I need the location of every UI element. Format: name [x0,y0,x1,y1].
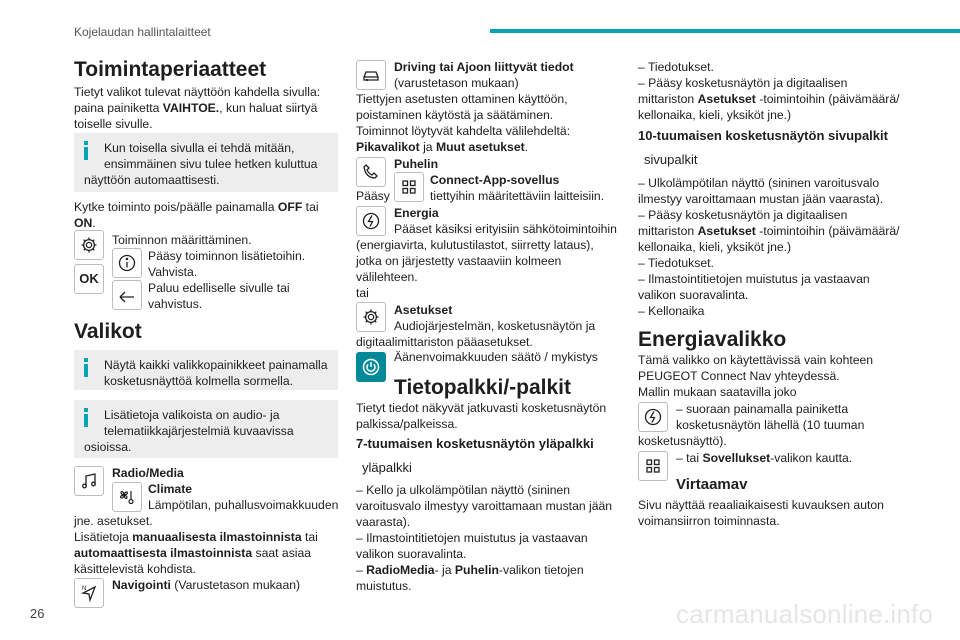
heading-toimintaperiaatteet: Toimintaperiaatteet [74,58,267,81]
list-item: – suoraan painamalla painiketta [676,402,849,416]
energy-bolt-icon [356,206,386,236]
text: ja [419,140,436,154]
radio-media-title: Radio/Media [112,466,184,480]
list-item: vaarasta). [356,515,411,529]
bold-text: Pikavalikot [356,140,420,154]
list-item: kosketusnäytön lähellä (10 tuuman [676,418,865,432]
text-line [74,215,96,231]
text-line: digitaalimittariston pääasetukset. [356,335,533,349]
car-icon [356,60,386,90]
text-line: Pääsy [356,189,390,203]
list-item: – Ilmastointitietojen muistutus ja vastaavan [638,272,870,286]
text-line: Toiminnon määrittäminen. [112,233,252,247]
watermark: carmanualsonline.info [676,599,934,629]
text: tai [301,530,318,544]
text-line: Tämä valikko on käytettävissä vain kohteen [638,353,874,367]
text-line: käsittelevistä kohdista. [74,562,196,576]
list-item: – Pääsy kosketusnäytön ja digitaalisen [638,76,848,90]
list-item: – Tiedotukset. [638,60,714,74]
bold-text: OFF [277,200,303,214]
bold-text: Sovellukset [702,451,771,465]
list-item: kosketusnäyttö). [638,434,727,448]
note-text: Näytä kaikki valikkopainikkeet painamalla [104,358,328,372]
list-item: – Pääsy kosketusnäytön ja digitaalisen [638,208,848,222]
bold-text: Asetukset [697,224,756,238]
text-line: vahvistus. [148,297,203,311]
subheading-10-inch: 10-tuumaisen kosketusnäytön sivupalkit [638,128,888,143]
music-note-icon [74,466,104,496]
bold-text: manuaalisesta ilmastoinnista [132,530,302,544]
text-line: jne. asetukset. [74,514,153,528]
text: – [356,563,367,577]
subheading-7-inch: 7-tuumaisen kosketusnäytön yläpalkki [356,436,594,451]
ok-button-icon [74,264,104,294]
connect-app-title: Connect-App-sovellus [430,173,560,187]
text-line [112,577,300,593]
note-text: kosketusnäyttöä kolmella sormella. [104,374,293,388]
list-item: valikon suoravalinta. [638,288,749,302]
list-item: – Kello ja ulkolämpötilan näyttö (sininen [356,483,571,497]
note-text: näyttöön automaattisesti. [84,173,220,187]
text: -toimintoihin (päivämäärä/ [755,92,900,106]
text: - ja [434,563,455,577]
text: -toimintoihin (päivämäärä/ [755,224,900,238]
heading-valikot: Valikot [74,320,142,343]
heading-virtaamav: Virtaamav [676,476,748,493]
text-line: välilehteen. [356,270,418,284]
power-icon [356,352,386,382]
heading-energiavalikko: Energiavalikko [638,328,787,351]
info-circle-icon [112,248,142,278]
text-line: toiselle sivulle. [74,117,153,131]
info-note [74,400,338,458]
bold-text: Puhelin [454,563,499,577]
ok-label: OK [79,271,99,286]
text-line: Pääset käsiksi erityisiin sähkötoimintoihin [394,222,617,236]
heading-tietopalkki: Tietopalkki/-palkit [394,376,571,399]
running-header: Kojelaudan hallintalaitteet [74,25,211,39]
text: (Varustetason mukaan) [170,578,301,592]
text-line: poistaminen käytöstä ja säätäminen. [356,108,554,122]
list-item: kellonaika, kieli, yksiköt jne.) [638,240,792,254]
text: -valikon kautta. [770,451,853,465]
phone-icon [356,157,386,187]
text-line [356,139,528,155]
text-line: (varustetason mukaan) [394,76,519,90]
note-text: Kun toisella sivulla ei tehdä mitään, [104,141,295,155]
text: Kytke toiminto pois/päälle painamalla [74,200,278,214]
text: -valikon tietojen [498,563,584,577]
list-item: varoitusvalo ilmestyy varoittamaan mustan jään [356,499,613,513]
text-line: Tietyt tiedot näkyvät jatkuvasti kosketusnäytön [356,401,607,415]
text-line: Paluu edelliselle sivulle tai [148,281,290,295]
list-item: kellonaika, kieli, yksiköt jne.) [638,108,792,122]
text-line [74,545,311,561]
text-line: Tiettyjen asetusten ottaminen käyttöön, [356,92,568,106]
text-line: Äänenvoimakkuuden säätö / mykistys [394,350,598,364]
list-item [356,562,584,578]
text-line [74,529,318,545]
note-text: Lisätietoja valikoista on audio- ja [104,408,280,422]
text-line [74,100,317,116]
phone-title: Puhelin [394,157,439,171]
energy-bolt-icon [638,402,668,432]
back-arrow-icon [112,280,142,310]
apps-grid-icon [394,172,424,202]
text: Lisätietoja [74,530,133,544]
bold-text: Navigointi [112,578,171,592]
bold-text: Asetukset [697,92,756,106]
energy-title: Energia [394,206,439,220]
navigation-arrow-icon [74,578,104,608]
text: mittariston [638,92,698,106]
bold-text: automaattisesta ilmastoinnista [74,546,253,560]
note-text: telematiikkajärjestelmiä kuvaavissa [104,424,294,438]
settings-title: Asetukset [394,303,453,317]
climate-title: Climate [148,482,193,496]
text-line [74,199,319,215]
text: saat asiaa [252,546,312,560]
text-line: Audiojärjestelmän, kosketusnäytön ja [394,319,596,333]
driving-title: Driving tai Ajoon liittyvät tiedot [394,60,574,74]
info-marker-icon [84,408,88,427]
info-marker-icon [84,141,88,160]
text-line: (energiavirta, kulutustilastot, siirretty lataus), [356,238,594,252]
text-line: palkissa/palkeissa. [356,417,458,431]
list-item: – Ilmastointitietojen muistutus ja vastaavan [356,531,588,545]
bold-text: RadioMedia [366,563,435,577]
text: tai [302,200,319,214]
text-line: Sivu näyttää reaaliaikaisesti kuvauksen auton [638,498,884,512]
subheading-10-inch-continued: sivupalkit [644,152,698,167]
gear-icon [74,230,104,260]
text: , kun haluat siirtyä [219,101,318,115]
list-item: ilmestyy varoittamaan mustan jään vaarasta). [638,192,884,206]
text-line: Pääsy toiminnon lisätietoihin. [148,249,306,263]
list-item [676,450,852,466]
gear-icon [356,302,386,332]
text-line: Vahvista. [148,265,198,279]
list-item: – Kellonaika [638,304,705,318]
list-item: valikon suoravalinta. [356,547,467,561]
note-text: ensimmäinen sivu tulee hetken kuluttua [104,157,318,171]
subheading-7-inch-continued: yläpalkki [362,460,412,475]
text-line: Tietyt valikot tulevat näyttöön kahdella sivulla: [74,85,321,99]
svg-text:N: N [82,586,87,592]
info-note [74,350,338,390]
text: – tai [676,451,703,465]
text: . [92,216,96,230]
list-item [638,91,899,107]
page-number: 26 [30,606,45,621]
list-item [638,223,899,239]
text-line: Lämpötilan, puhallusvoimakkuuden [148,498,339,512]
climate-fan-icon [112,482,142,512]
list-item: – Ulkolämpötilan näyttö (sininen varoitusvalo [638,176,880,190]
bold-text: ON [74,216,93,230]
info-note [74,133,338,192]
text-line: voimansiirron toiminnasta. [638,514,780,528]
text-line: jotka on järjestetty vastaaviin kolmeen [356,254,562,268]
bold-text: VAIHTOE. [162,101,220,115]
info-marker-icon [84,358,88,377]
text-line: tiettyihin määritettäviin laitteisiin. [430,189,605,203]
text: . [524,140,529,154]
list-item: muistutus. [356,579,412,593]
text: mittariston [638,224,698,238]
text-line: PEUGEOT Connect Nav yhteydessä. [638,369,840,383]
header-accent-bar [490,29,960,33]
note-text: osioissa. [84,440,132,454]
text-line: Toiminnot löytyvät kahdelta välilehdeltä: [356,124,571,138]
bold-text: Muut asetukset [435,140,525,154]
text-line: tai [356,286,369,300]
text: paina painiketta [74,101,163,115]
apps-grid-icon [638,451,668,481]
text-line: Mallin mukaan saatavilla joko [638,385,797,399]
list-item: – Tiedotukset. [638,256,714,270]
